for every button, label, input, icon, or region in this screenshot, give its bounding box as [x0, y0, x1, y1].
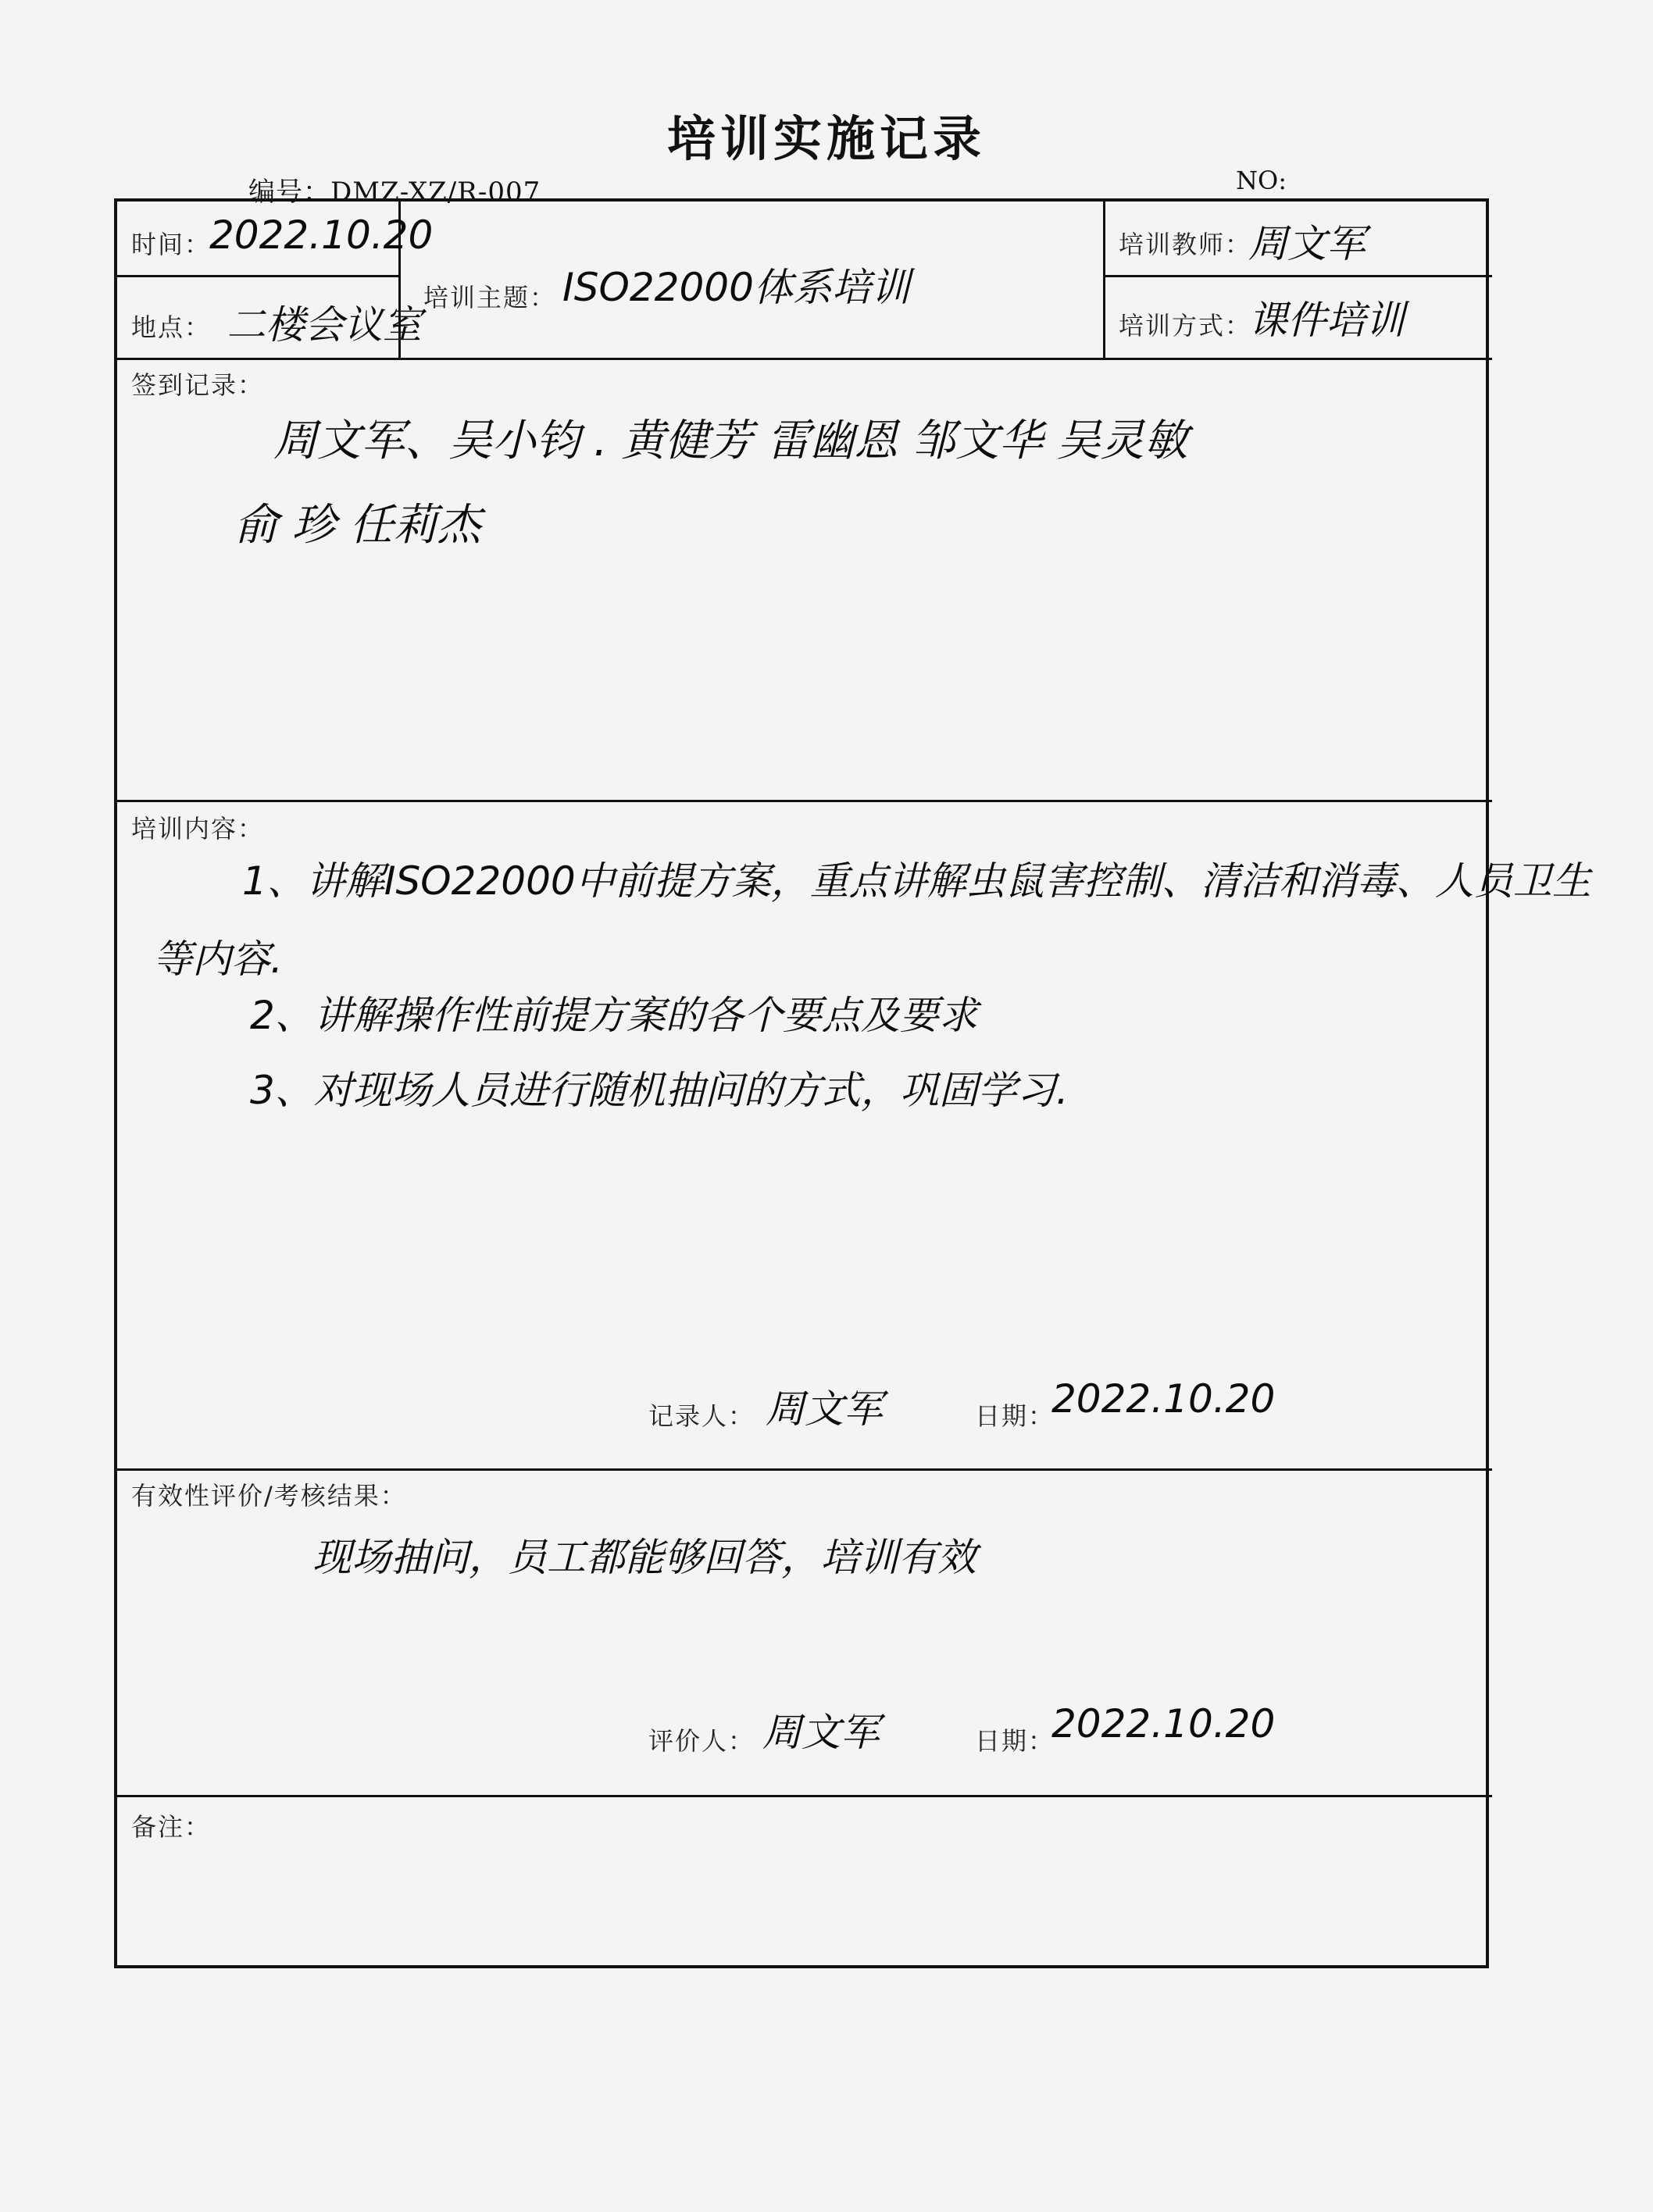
evaluation-date-value: 2022.10.20: [1051, 1701, 1276, 1746]
evaluation-result: 现场抽问，员工都能够回答，培训有效: [312, 1535, 976, 1580]
teacher-label: 培训教师：: [1119, 230, 1252, 259]
teacher-value: 周文军: [1248, 221, 1366, 266]
method-value: 课件培训: [1248, 298, 1405, 343]
topic-value: ISO22000体系培训: [562, 265, 910, 310]
location-label: 地点：: [131, 312, 212, 342]
remarks-label: 备注：: [131, 1812, 212, 1842]
content-item-3: 3、对现场人员进行随机抽问的方式，巩固学习.: [250, 1068, 1069, 1113]
header-divider-teacher-method: [1103, 275, 1492, 277]
method-label: 培训方式：: [1119, 311, 1252, 341]
header-divider-time-location: [117, 275, 398, 277]
document-number-label: NO:: [1236, 166, 1287, 195]
page-title: 培训实施记录: [666, 110, 986, 167]
content-item-2: 2、讲解操作性前提方案的各个要点及要求: [250, 993, 978, 1038]
time-label: 时间：: [131, 230, 212, 259]
divider-signin-content: [117, 800, 1492, 802]
divider-evaluation-remarks: [117, 1795, 1492, 1797]
document-code: 编号：DMZ-XZ/R-007: [248, 177, 541, 208]
divider-content-evaluation: [117, 1468, 1492, 1471]
content-item-1-line-1: 1、讲解ISO22000中前提方案，重点讲解虫鼠害控制、清洁和消毒、人员卫生: [242, 858, 1591, 904]
content-date-label: 日期：: [975, 1401, 1055, 1431]
signin-names-line1: 周文军、吴小钧 . 黄健芳 雷幽恩 邹文华 吴灵敏: [273, 416, 1188, 466]
topic-label: 培训主题：: [423, 283, 557, 312]
divider-header-signin: [117, 358, 1492, 360]
content-item-1-line-2: 等内容.: [153, 937, 283, 982]
signin-names-line2: 俞 珍 任莉杰: [234, 500, 481, 551]
time-value: 2022.10.20: [209, 212, 434, 258]
signin-label: 签到记录：: [131, 370, 265, 400]
content-date-value: 2022.10.20: [1051, 1376, 1276, 1422]
evaluation-label: 有效性评价/考核结果：: [131, 1481, 407, 1511]
recorder-label: 记录人：: [648, 1401, 755, 1431]
evaluator-value: 周文军: [762, 1710, 880, 1755]
recorder-value: 周文军: [766, 1386, 883, 1432]
evaluation-date-label: 日期：: [975, 1726, 1055, 1756]
location-value: 二楼会议室: [227, 302, 422, 348]
evaluator-label: 评价人：: [648, 1726, 755, 1756]
header-divider-right: [1103, 202, 1105, 358]
content-label: 培训内容：: [131, 814, 265, 844]
training-record-form: [114, 198, 1591, 1968]
